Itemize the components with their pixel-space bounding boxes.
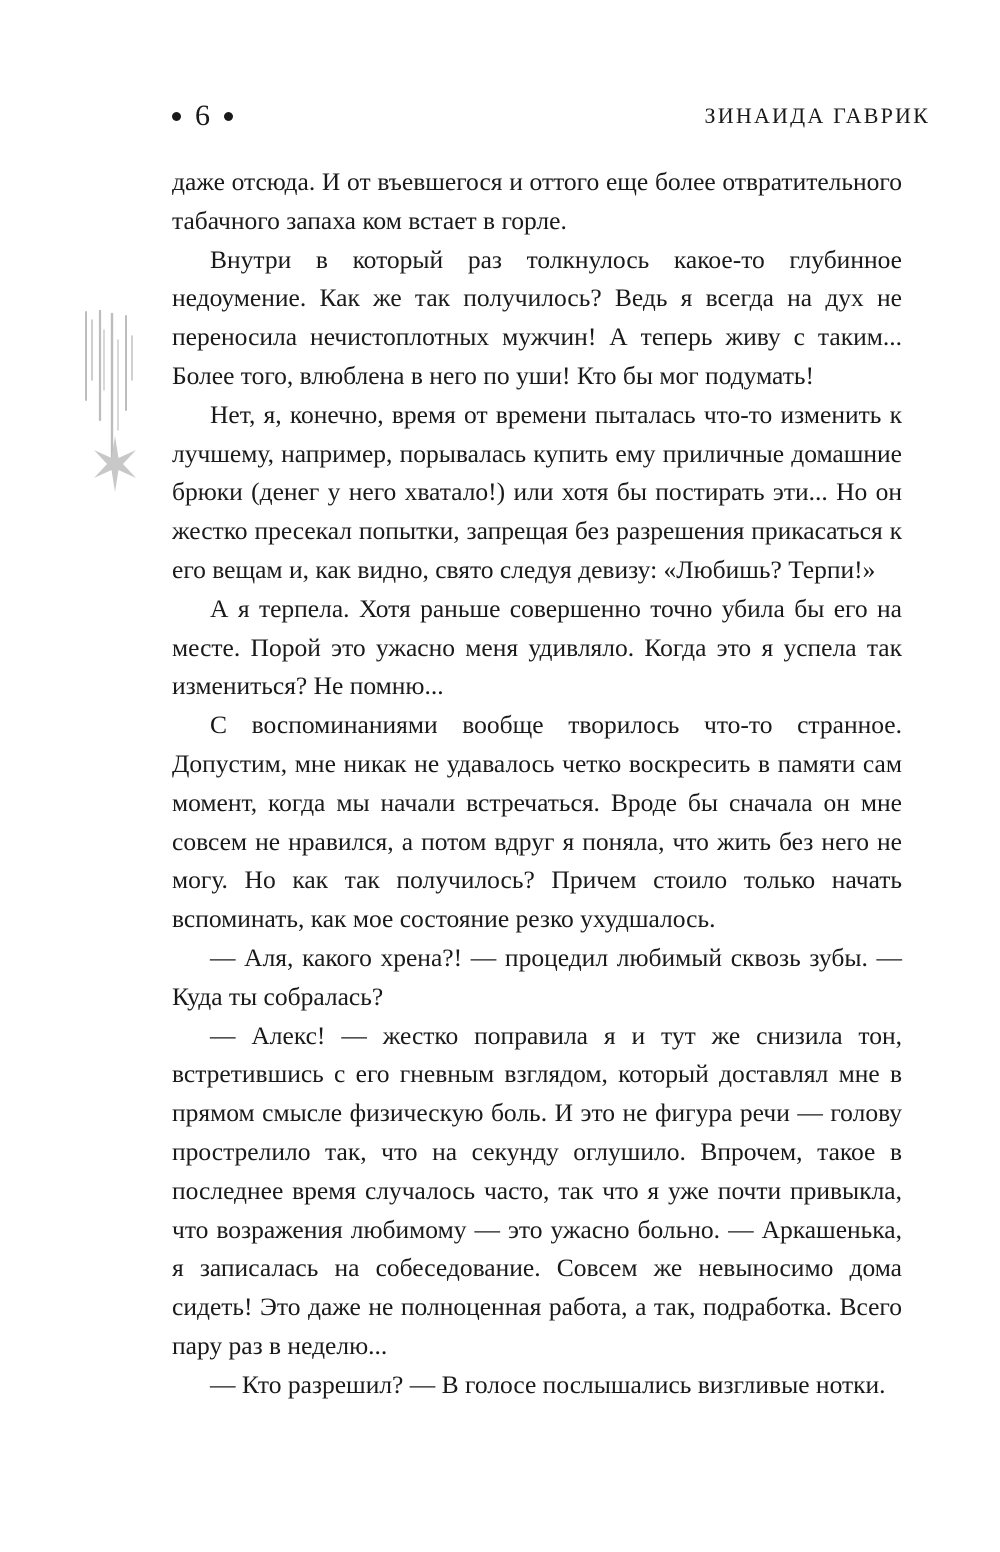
dialogue-3: — Кто разрешил? — В голосе послышались визгливые нотки.: [210, 1369, 886, 1399]
paragraph-1: даже отсюда. И от въевшегося и оттого еще более отвратительного табачного запаха ком встает в горле.: [172, 167, 902, 235]
falling-star-ornament-icon: [78, 310, 158, 500]
page-number-value: 6: [195, 99, 210, 132]
paragraph-3: Нет, я, конечно, время от времени пыталась что-то изменить к лучшему, например, порывалась купить ему приличные домашние брюки (денег у него хватало!) или хотя бы постирать эти... Но он жестко пресекал попытки, запрещая без разрешения прикасаться к его вещам и, как видно, свято следуя девизу: «Любишь? Терпи!»: [172, 399, 902, 584]
dialogue-2: — Алекс! — жестко поправила я и тут же снизила тон, встретившись с его гневным взглядом, который доставлял мне в прямом смысле физическую боль. И это не фигура речи — голову прострелило так, что на секунду оглушило. Впрочем, такое в последнее время случалось часто, так что я уже почти привыкла, что возражения любимому — это ужасно больно. — Аркашенька, я записалась на собеседование. Совсем же невыносимо дома сидеть! Это даже не полноценная работа, а так, подработка. Всего пару раз в неделю...: [172, 1020, 902, 1360]
paragraph-2: Внутри в который раз толкнулось какое-то глубинное недоумение. Как же так получилось? Ведь я всегда на дух не переносила нечистоплотных мужчин! А теперь живу с таким... Более того, влюблена в него по уши! Кто бы мог подумать!: [172, 244, 902, 390]
bullet-right-icon: [224, 112, 233, 121]
paragraph-4: А я терпела. Хотя раньше совершенно точно убила бы его на месте. Порой это ужасно меня удивляло. Когда это я успела так измениться? Не помню...: [172, 593, 902, 701]
page-number: [172, 96, 233, 136]
paragraph-5: С воспоминаниями вообще творилось что-то странное. Допустим, мне никак не удавалось четко воскресить в памяти сам момент, когда мы начали встречаться. Вроде бы сначала он мне совсем не нравился, а потом вдруг я поняла, что жить без него не могу. Но как так получилось? Причем стоило только начать вспоминать, как мое состояние резко ухудшалось.: [172, 710, 902, 934]
body-text: [172, 163, 902, 1405]
dialogue-1: — Аля, какого хрена?! — процедил любимый сквозь зубы. — Куда ты собралась?: [172, 942, 902, 1011]
running-head-author: ЗИНАИДА ГАВРИК: [704, 103, 930, 128]
bullet-left-icon: [172, 112, 181, 121]
page-header: [172, 96, 930, 136]
